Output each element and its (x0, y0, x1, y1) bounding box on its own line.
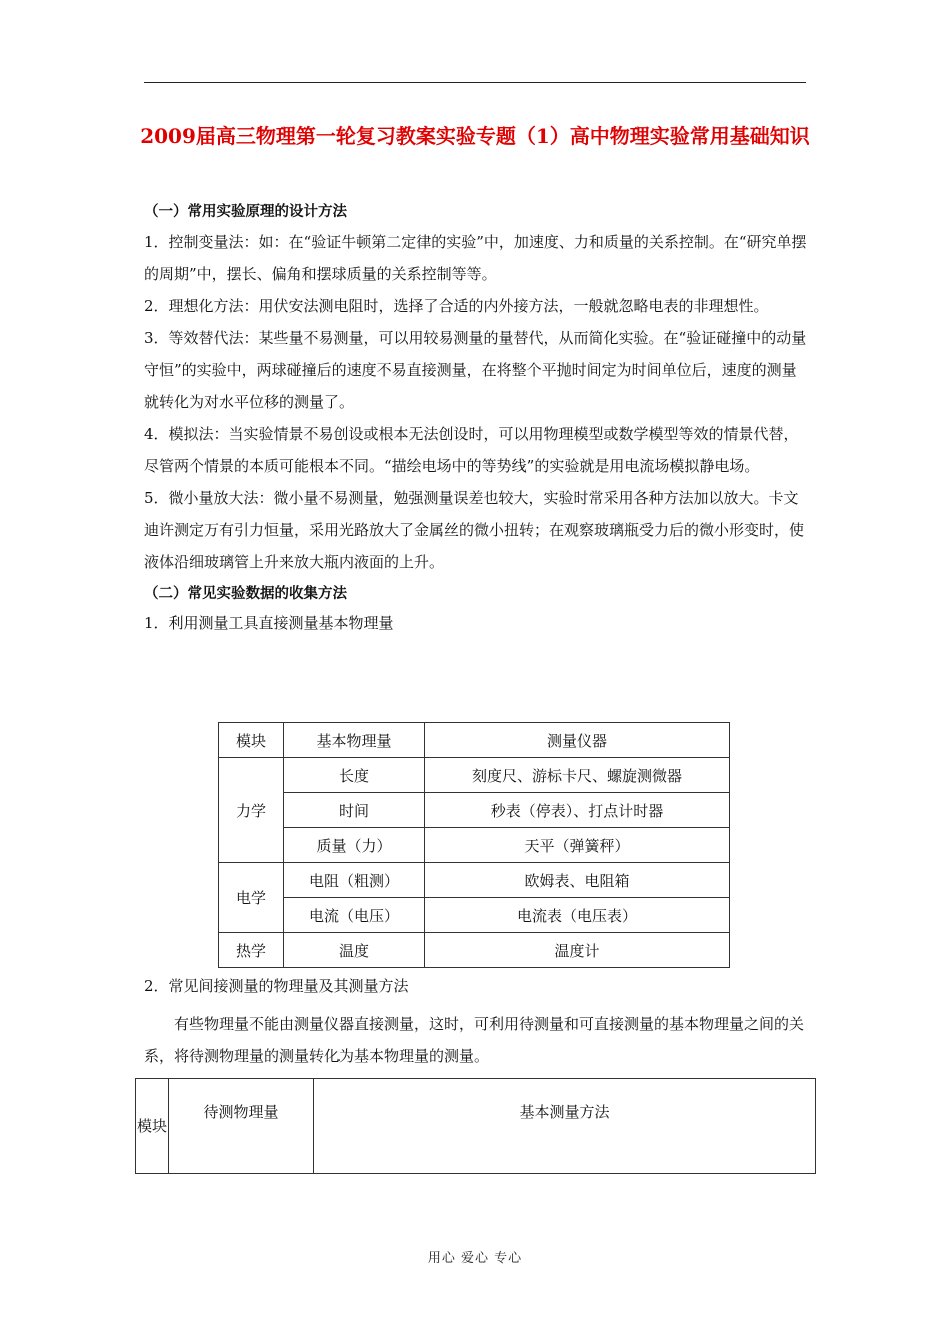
table-row (219, 758, 730, 793)
indirect-section (144, 970, 810, 1072)
subsection2-title: 2．常见间接测量的物理量及其测量方法 (144, 977, 409, 995)
quantity-cell: 质量（力） (284, 828, 425, 863)
direct-measurement-table (218, 722, 730, 968)
document-title: 2009届高三物理第一轮复习教案实验专题（1）高中物理实验常用基础知识 (140, 124, 810, 148)
quantity-cell: 温度 (284, 933, 425, 968)
header-module: 模块 (219, 723, 284, 758)
header-rule (144, 82, 806, 83)
section2-heading: （二）常见实验数据的收集方法 (144, 585, 347, 602)
indirect-intro-paragraph (144, 1008, 810, 1072)
instrument-cell: 秒表（停表）、打点计时器 (425, 793, 730, 828)
document-body (144, 198, 810, 638)
quantity-cell: 长度 (284, 758, 425, 793)
emphasized-text: 转化 (309, 1047, 340, 1065)
table-header-row (136, 1079, 816, 1174)
subsection1-title: 1．利用测量工具直接测量基本物理量 (144, 614, 394, 632)
header-module: 模块 (136, 1079, 169, 1174)
instrument-cell: 天平（弹簧秤） (425, 828, 730, 863)
table-row (219, 933, 730, 968)
method-item-2: 2．理想化方法：用伏安法测电阻时，选择了合适的内外接方法，一般就忽略电表的非理想性。 (144, 297, 769, 315)
quantity-cell: 电流（电压） (284, 898, 425, 933)
instrument-cell: 温度计 (425, 933, 730, 968)
header-method: 基本测量方法 (314, 1079, 816, 1174)
method-item-3: 3．等效替代法：某些量不易测量，可以用较易测量的量替代，从而简化实验。在“验证碰撞中的动量守恒”的实验中，两球碰撞后的速度不易直接测量，在将整个平抛时间定为时间单位后，速度的测量就转化为对水平位移的测量了。 (144, 329, 807, 411)
table-header-row (219, 723, 730, 758)
intro-text-end: 为基本物理量的测量。 (339, 1047, 490, 1065)
quantity-cell: 电阻（粗测） (284, 863, 425, 898)
method-item-4: 4．模拟法：当实验情景不易创设或根本无法创设时，可以用物理模型或数学模型等效的情景代替，尽管两个情景的本质可能根本不同。“描绘电场中的等势线”的实验就是用电流场模拟静电场。 (144, 425, 799, 475)
module-cell: 热学 (219, 933, 284, 968)
table-row (219, 828, 730, 863)
table-row (219, 863, 730, 898)
method-item-1: 1．控制变量法：如：在“验证牛顿第二定律的实验”中，加速度、力和质量的关系控制。在“研究单摆的周期”中，摆长、偏角和摆球质量的关系控制等等。 (144, 233, 807, 283)
instrument-cell: 刻度尺、游标卡尺、螺旋测微器 (425, 758, 730, 793)
table-row (219, 898, 730, 933)
instrument-cell: 欧姆表、电阻箱 (425, 863, 730, 898)
header-quantity: 基本物理量 (284, 723, 425, 758)
indirect-measurement-table (135, 1078, 816, 1174)
section1-heading: （一）常用实验原理的设计方法 (144, 203, 347, 220)
page-footer: 用心 爱心 专心 (427, 1251, 523, 1266)
header-instrument: 测量仪器 (425, 723, 730, 758)
method-item-5: 5．微小量放大法：微小量不易测量，勉强测量误差也较大，实验时常采用各种方法加以放大。卡文迪许测定万有引力恒量，采用光路放大了金属丝的微小扭转；在观察玻璃瓶受力后的微小形变时，使液体沿细玻璃管上升来放大瓶内液面的上升。 (144, 489, 805, 571)
header-target-quantity: 待测物理量 (169, 1079, 314, 1174)
module-cell: 电学 (219, 863, 284, 933)
table-row (219, 793, 730, 828)
instrument-cell: 电流表（电压表） (425, 898, 730, 933)
quantity-cell: 时间 (284, 793, 425, 828)
intro-text: 有些物理量不能由测量仪器直接测量，这时，可利用待测量和可直接测量的基本物理量之间的关系，将待测物理量的测量 (144, 1015, 805, 1065)
module-cell: 力学 (219, 758, 284, 863)
